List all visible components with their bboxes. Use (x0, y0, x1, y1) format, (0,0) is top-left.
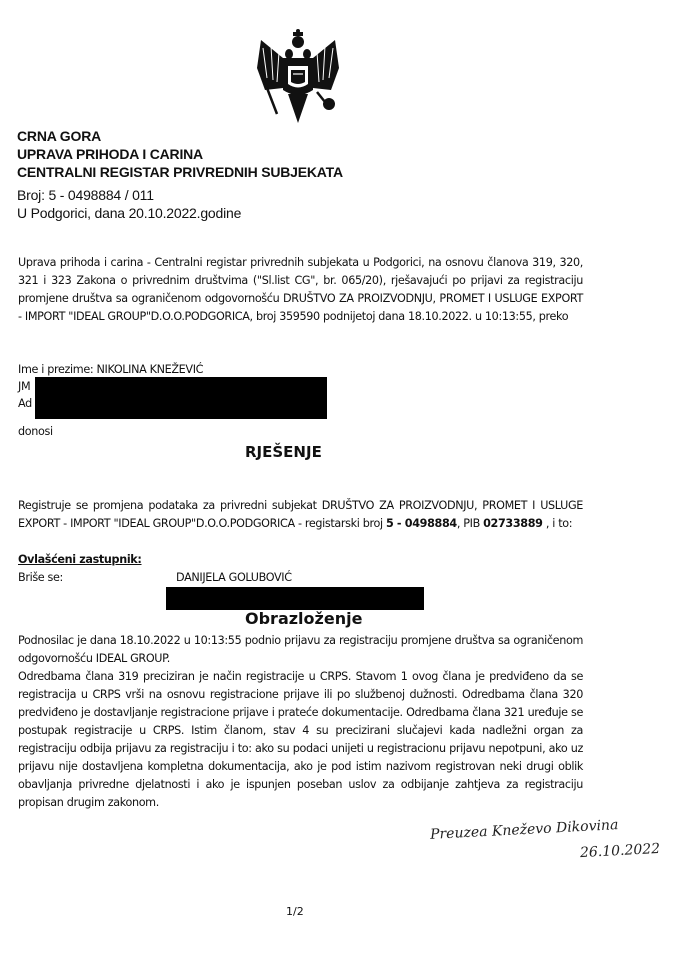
redaction-box (35, 377, 327, 419)
coat-of-arms-icon (253, 28, 343, 128)
page-number: 1/2 (286, 905, 304, 918)
place-date: U Podgorici, dana 20.10.2022.godine (17, 205, 242, 221)
handwritten-date: 26.10.2022 (579, 840, 661, 862)
pib-number: 02733889 (483, 517, 543, 530)
removed-label: Briše se: (18, 571, 63, 584)
removed-name: DANIJELA GOLUBOVIĆ (176, 571, 292, 584)
reasoning-paragraph-1: Podnosilac je dana 18.10.2022 u 10:13:55 podnio prijavu za registraciju promjene društva sa ograničenom odgovornošću IDEAL GROUP. (18, 634, 583, 665)
department-name: CENTRALNI REGISTAR PRIVREDNIH SUBJEKATA (17, 164, 343, 180)
handwritten-signature: Preuzea Kneževo Dikovina (429, 817, 619, 843)
registration-number: 5 - 0498884 (385, 517, 457, 530)
redaction-box (166, 587, 424, 610)
decision-paragraph: Registruje se promjena podataka za privredni subjekat DRUŠTVO ZA PROIZVODNJU, PROMET I USLUGE EXPORT - IMPORT "IDEAL GROUP"D.O.O.PODGORICA - registarski broj 5 - 0498884, PIB 02733889 , i to: (18, 499, 583, 530)
intro-paragraph: Uprava prihoda i carina - Centralni registar privrednih subjekata u Podgorici, na osnovu članova 319, 320, 321 i 323 Zakona o privrednim društvima ("Sl.list CG", br. 065/20), rješavajući po prijavi za registraciju promjene društva sa ograničenom odgovornošću DRUŠTVO ZA PROIZVODNJU, PROMET I USLUGE EXPORT - IMPORT "IDEAL GROUP"D.O.O.PODGORICA, broj 359590 podnijetoj dana 18.10.2022. u 10:13:55, preko (18, 256, 583, 323)
applicant-name: Ime i prezime: NIKOLINA KNEŽEVIĆ (18, 363, 204, 376)
country-name: CRNA GORA (17, 128, 102, 144)
decision-title: RJEŠENJE (245, 443, 322, 461)
reasoning-title: Obrazloženje (245, 609, 363, 628)
document-number: Broj: 5 - 0498884 / 011 (17, 187, 154, 203)
donosi-text: donosi (18, 425, 53, 438)
jmbg-label: JM (18, 380, 31, 393)
reasoning-paragraph-2: Odredbama člana 319 preciziran je način registracije u CRPS. Stavom 1 ovog člana je predviđeno da se registracija u CRPS vrši na osnovu registracione prijave ili po službenoj dužnosti. Odredbama člana 320 predviđeno je dostavljanje registracione prijave i prateće dokumentacije. Odredbama člana 321 uređuje se postupak registracije u CRPS. Istim članom, stav 4 su precizirani slučajevi kada nadležni organ za registraciju odbija prijavu za registraciju i to: ako su podaci unijeti u registracionu prijavu nepotpuni, ako uz prijavu nije dostavljena kompletna dokumentacija, ako je pod istim nazivom registrovan neki drugi oblik obavljanja privredne djelatnosti i ako je ispunjen poseban uslov za odbijanje zahtjeva za registraciju propisan drugim zakonom. (18, 670, 583, 809)
address-label: Ad (18, 397, 32, 410)
section-label: Ovlašćeni zastupnik: (18, 553, 142, 566)
authority-name: UPRAVA PRIHODA I CARINA (17, 146, 203, 162)
